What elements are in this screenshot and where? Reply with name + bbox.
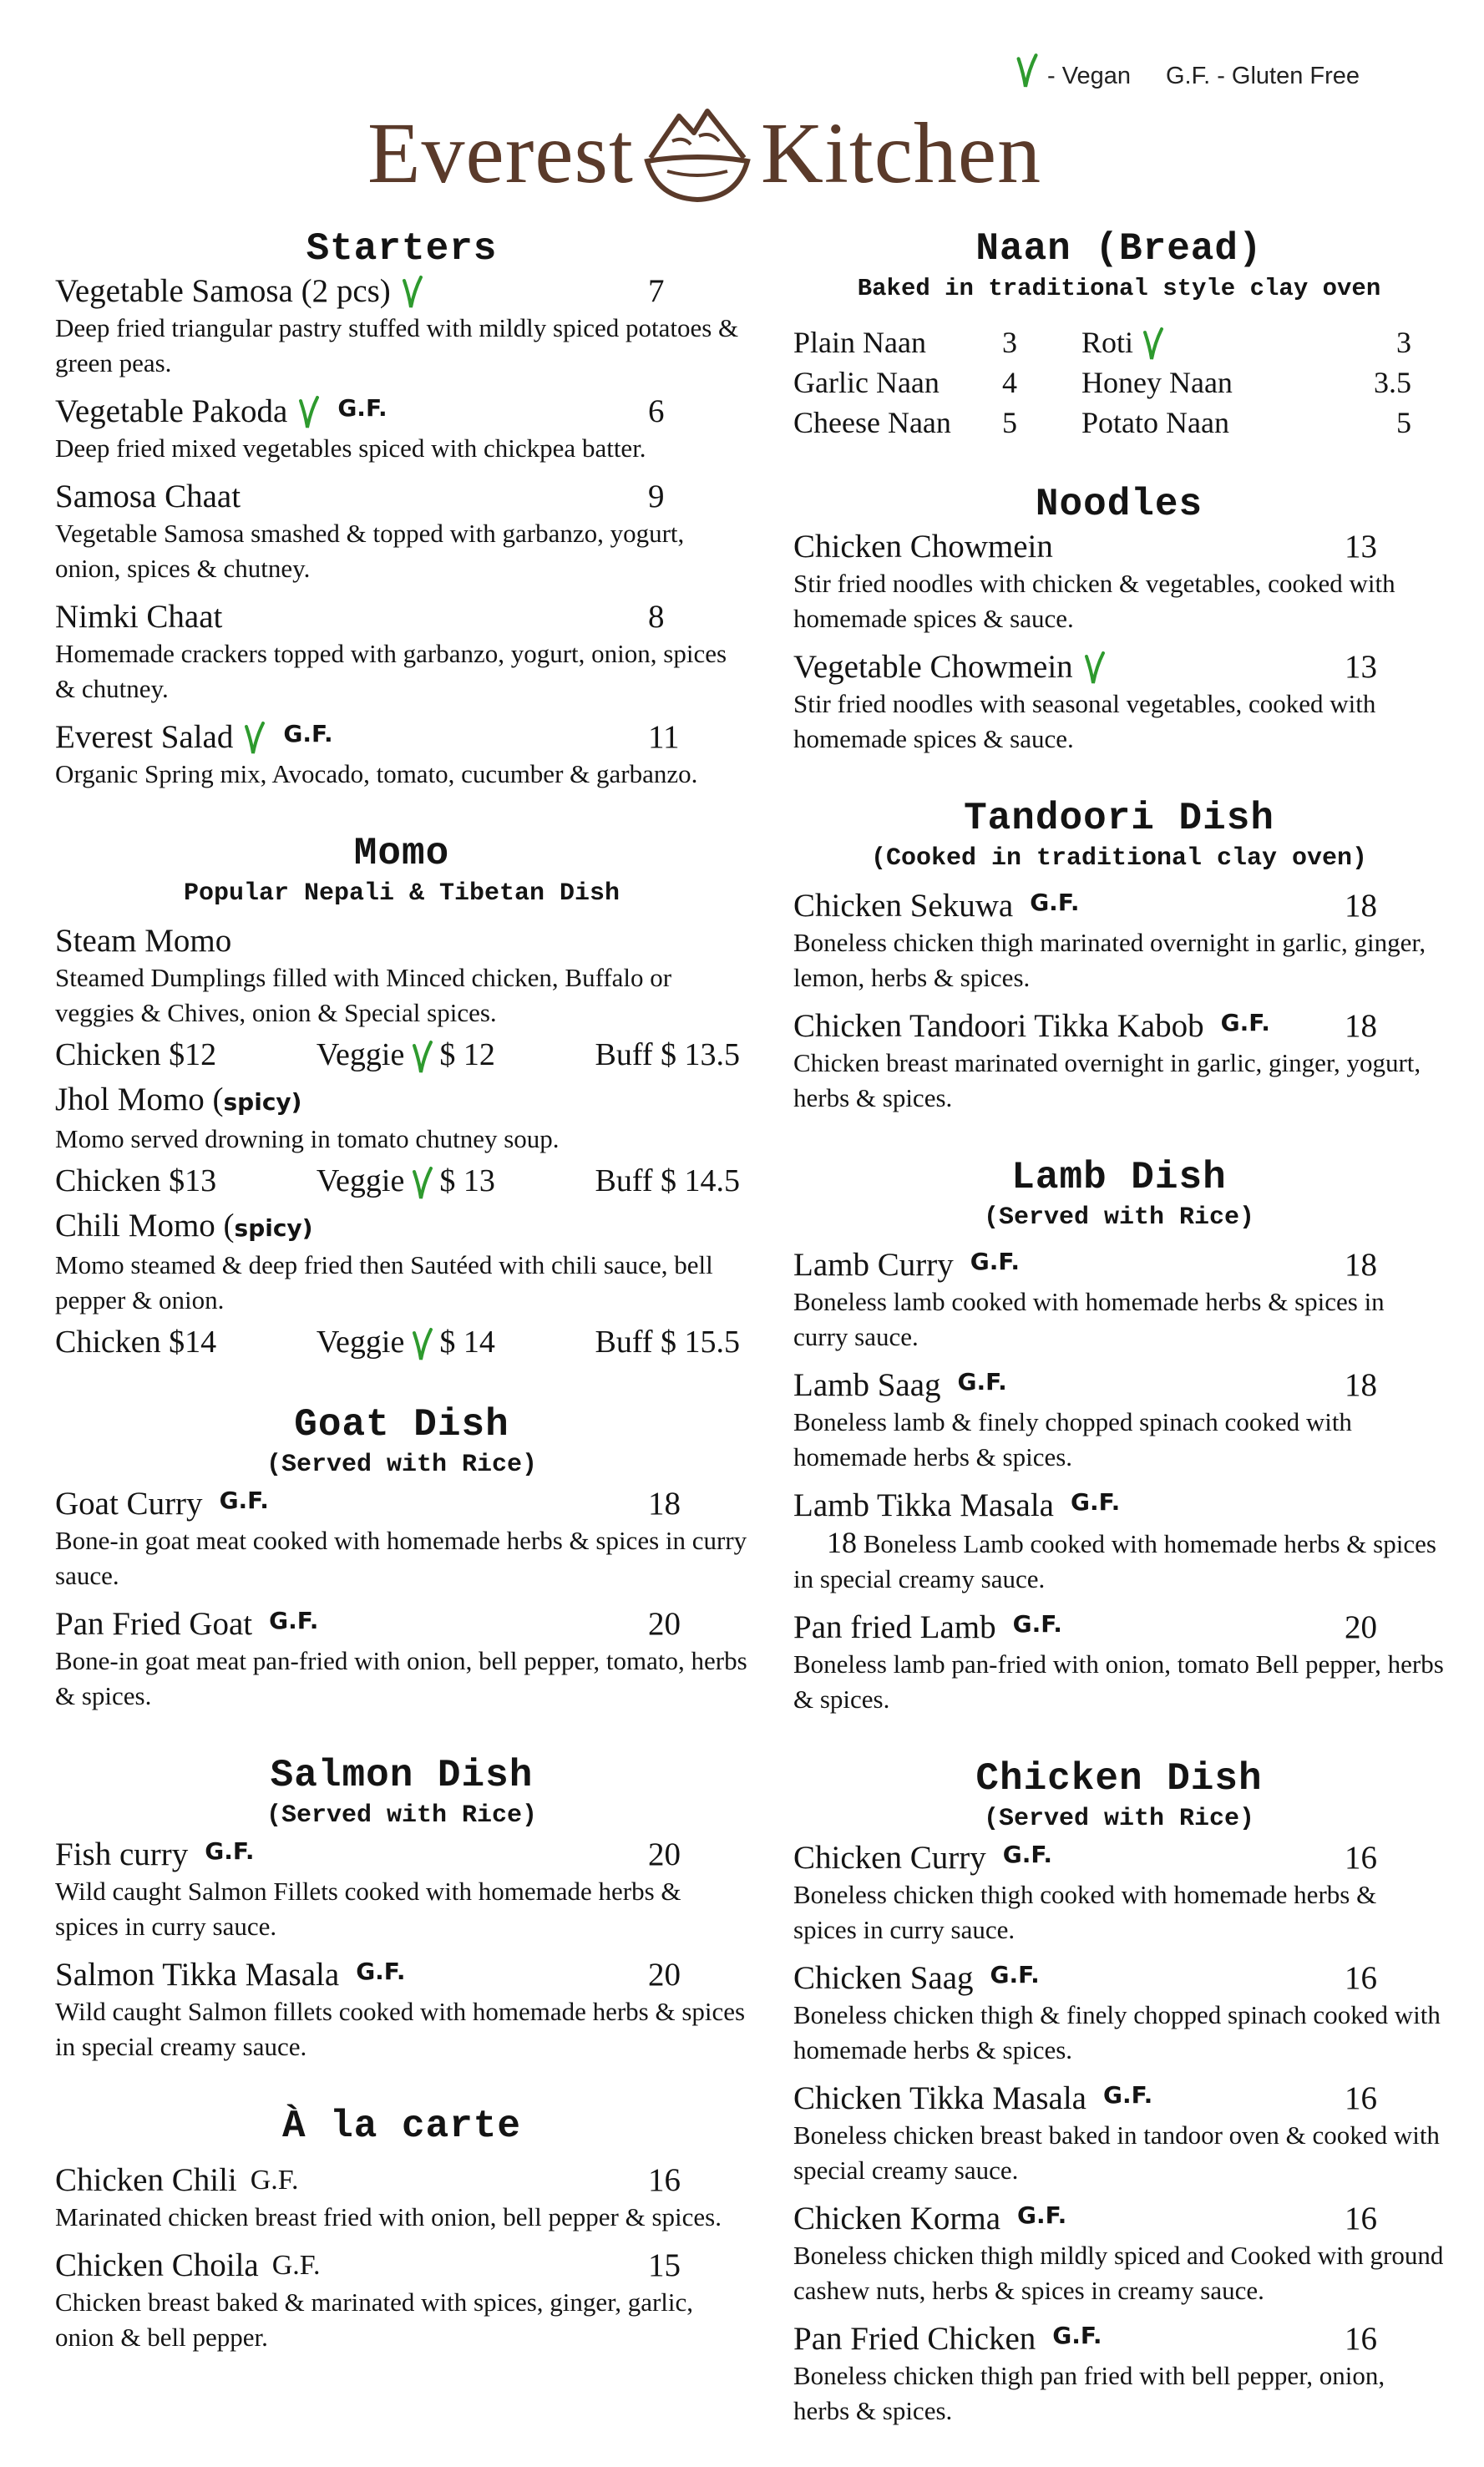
naan-name: Honey Naan [1081,366,1233,399]
item-price: 11 [648,719,680,755]
item-description: Organic Spring mix, Avocado, tomato, cucumber & garbanzo. [55,759,698,788]
vegan-leaf-icon [409,1039,434,1076]
gluten-free-badge: G.F. [205,1837,255,1865]
menu-item [793,2200,1445,2238]
item-name: Steam Momo [55,923,232,959]
item-price: 16 [1345,2201,1377,2237]
section-subtitle: Popular Nepali & Tibetan Dish [183,879,620,908]
naan-price: 3 [1396,326,1411,359]
gluten-free-badge: G.F. [271,2250,321,2281]
momo-variants [55,1160,748,1202]
item-price: 16 [1345,1840,1377,1876]
section-momo [55,830,748,1363]
item-price: 18 [1345,1247,1377,1283]
section-naan [793,225,1445,443]
item-description: Boneless lamb & finely chopped spinach cooked with homemade herbs & spices. [793,1407,1352,1472]
variant-veggie-price: $ 13 [439,1163,495,1198]
section-title: Goat Dish [294,1403,509,1446]
item-description: Stir fried noodles with chicken & vegetables, cooked with homemade spices & sauce. [793,569,1395,633]
menu-item [55,598,748,636]
gluten-free-badge: G.F. [990,1961,1040,1988]
section-subtitle: (Served with Rice) [983,1203,1255,1232]
menu-item [55,1081,748,1122]
section-goat [55,1401,748,1714]
section-subtitle: (Served with Rice) [266,1451,538,1479]
item-name: Samosa Chaat [55,479,241,514]
variant-veggie [317,1160,495,1202]
section-title: Momo [353,832,450,875]
menu-item [793,1246,1445,1284]
legend-gluten-free: G.F. - Gluten Free [1165,63,1360,89]
item-price: 6 [648,393,665,429]
item-price: 9 [648,479,665,514]
item-name: Nimki Chaat [55,599,223,635]
gluten-free-badge: G.F. [1030,889,1080,916]
item-price: 13 [1345,649,1377,685]
restaurant-logo [367,99,1102,207]
item-description: Vegetable Samosa smashed & topped with garbanzo, yogurt, onion, spices & chutney. [55,519,685,583]
item-description: Boneless chicken thigh marinated overnight in garlic, ginger, lemon, herbs & spices. [793,928,1426,992]
naan-name: Potato Naan [1081,406,1229,439]
menu-item [55,1207,748,1248]
item-name: Chicken Choila [55,2247,259,2283]
item-price: 18 [1345,1008,1377,1044]
gluten-free-badge: G.F. [1017,2201,1067,2229]
item-name: Goat Curry [55,1486,203,1522]
vegan-leaf-icon [1081,650,1107,686]
item-description: Chicken breast marinated overnight in garlic, ginger, yogurt, herbs & spices. [793,1048,1421,1112]
variant-veggie-label: Veggie [316,1163,405,1198]
item-description: Momo served drowning in tomato chutney soup. [55,1124,560,1153]
naan-name: Cheese Naan [793,406,951,439]
naan-name: Plain Naan [793,326,926,359]
menu-item [55,1956,748,1994]
menu-item [793,648,1445,686]
item-name: Chicken Chili [55,2162,237,2198]
item-name: Lamb Tikka Masala [793,1487,1054,1523]
menu-item [55,478,748,516]
section-subtitle: (Served with Rice) [983,1805,1255,1833]
item-description: Momo steamed & deep fried then Sautéed with chili sauce, bell pepper & onion. [55,1250,713,1315]
section-subtitle: Baked in traditional style clay oven [857,275,1381,302]
item-description: Deep fried triangular pastry stuffed with mildly spiced potatoes & green peas. [55,313,739,377]
variant-veggie [317,1321,495,1363]
naan-price: 5 [1002,406,1017,439]
item-description: Stir fried noodles with seasonal vegetables, cooked with homemade spices & sauce. [793,689,1376,753]
item-name: Chicken Curry [793,1840,986,1876]
variant-buff: Buff $ 14.5 [595,1163,740,1198]
item-description: Chicken breast baked & marinated with spices, ginger, garlic, onion & bell pepper. [55,2287,694,2352]
menu-item [793,1608,1445,1647]
menu-item [55,922,748,960]
gluten-free-badge: G.F. [337,394,387,422]
section-title: Noodles [1035,483,1203,526]
item-name: Fish curry [55,1836,189,1872]
item-name: Lamb Saag [793,1367,941,1403]
vegan-leaf-icon [241,720,266,757]
item-description: Boneless chicken thigh & finely chopped spinach cooked with homemade herbs & spices. [793,2000,1441,2064]
gluten-free-badge: G.F. [970,1248,1020,1275]
item-description: Boneless chicken thigh cooked with homemade herbs & spices in curry sauce. [793,1880,1377,1944]
item-name: Chicken Chowmein [793,529,1053,565]
item-name: Pan Fried Goat [55,1606,253,1642]
item-name: Salmon Tikka Masala [55,1957,340,1993]
item-price: 16 [648,2162,681,2198]
gluten-free-badge: G.F. [1052,2322,1102,2349]
naan-price: 5 [1396,406,1411,439]
item-description: Bone-in goat meat pan-fried with onion, bell pepper, tomato, herbs & spices. [55,1646,747,1710]
item-name: Chicken Saag [793,1960,974,1996]
spicy-label: spicy) [234,1214,313,1242]
variant-veggie-label: Veggie [316,1037,405,1072]
section-title: Tandoori Dish [964,797,1274,840]
section-a-la-carte [55,2103,748,2355]
naan-price: 3 [1002,326,1017,359]
menu-item [793,528,1445,566]
item-price: 16 [1345,2321,1377,2357]
vegan-leaf-icon [1140,326,1165,362]
item-name: Vegetable Samosa (2 pcs) [55,273,391,309]
gluten-free-badge: G.F. [283,720,333,747]
section-salmon [55,1752,748,2064]
item-description: Wild caught Salmon fillets cooked with homemade herbs & spices in special creamy sauce. [55,1997,746,2061]
section-title: À la carte [281,2105,522,2148]
vegan-leaf-icon [296,394,321,431]
gluten-free-badge: G.F. [219,1487,269,1514]
momo-variants [55,1321,748,1363]
menu-item [793,1366,1445,1405]
item-name: Jhol Momo ( [55,1082,224,1117]
spicy-label: spicy) [223,1088,302,1116]
naan-name: Roti [1081,326,1134,359]
item-price: 18 [827,1526,857,1559]
item-name: Chicken Korma [793,2201,1001,2237]
gluten-free-badge: G.F. [250,2165,299,2196]
gluten-free-badge: G.F. [1220,1009,1270,1036]
item-price: 13 [1345,529,1377,565]
item-name: Pan Fried Chicken [793,2321,1036,2357]
item-description: Boneless Lamb cooked with homemade herbs & spices in special creamy sauce. [793,1529,1436,1593]
menu-left-column [55,225,748,2394]
menu-item [55,718,748,757]
item-price: 20 [648,1836,681,1872]
item-description: Deep fried mixed vegetables spiced with chickpea batter. [55,433,646,463]
menu-item [793,1959,1445,1998]
variant-buff: Buff $ 13.5 [595,1037,740,1072]
gluten-free-badge: G.F. [269,1607,319,1634]
section-noodles [793,481,1445,757]
item-description: Wild caught Salmon Fillets cooked with homemade herbs & spices in curry sauce. [55,1877,681,1941]
naan-price-grid [793,322,1445,443]
menu-item [793,1839,1445,1877]
menu-item [793,1007,1445,1046]
menu-item [55,1605,748,1644]
item-price: 18 [648,1486,681,1522]
item-price: 16 [1345,1960,1377,1996]
variant-veggie-label: Veggie [316,1325,405,1360]
vegan-leaf-icon [409,1165,434,1202]
dietary-legend [1012,52,1360,90]
section-tandoori [793,795,1445,1116]
variant-buff: Buff $ 15.5 [595,1325,740,1360]
item-description: Boneless lamb pan-fried with onion, tomato Bell pepper, herbs & spices. [793,1649,1444,1714]
menu-item [793,2079,1445,2118]
section-chicken [793,1755,1445,2429]
gluten-free-badge: G.F. [1102,2081,1153,2109]
section-title: Starters [306,227,498,271]
item-name: Chicken Sekuwa [793,888,1014,924]
gluten-free-badge: G.F. [1012,1610,1062,1638]
menu-right-column [793,225,1445,2467]
section-starters [55,225,748,792]
naan-name-roti [1081,322,1328,362]
item-description: Homemade crackers topped with garbanzo, yogurt, onion, spices & chutney. [55,639,727,703]
item-name: Vegetable Pakoda [55,393,288,429]
item-name: Chicken Tandoori Tikka Kabob [793,1008,1204,1044]
section-title: Chicken Dish [975,1757,1263,1801]
item-description: Bone-in goat meat cooked with homemade herbs & spices in curry sauce. [55,1526,747,1590]
vegan-leaf-icon [399,274,424,311]
item-description-with-price [793,1525,1445,1597]
menu-item [55,2247,748,2285]
menu-item [55,272,748,311]
menu-item [793,2320,1445,2358]
logo-word-kitchen: Kitchen [760,104,1042,201]
item-name: Chili Momo ( [55,1208,235,1244]
item-name: Pan fried Lamb [793,1609,996,1645]
menu-item [55,1485,748,1523]
item-price: 20 [1345,1609,1377,1645]
item-price: 16 [1345,2080,1377,2116]
item-description: Marinated chicken breast fried with onion, bell pepper & spices. [55,2202,722,2231]
variant-chicken: Chicken $13 [55,1163,217,1198]
variant-veggie [317,1034,495,1076]
gluten-free-badge: G.F. [356,1958,406,1985]
variant-veggie-price: $ 14 [439,1325,495,1360]
variant-chicken: Chicken $14 [55,1325,217,1360]
item-description: Boneless chicken breast baked in tandoor oven & cooked with special creamy sauce. [793,2120,1440,2185]
logo-word-everest: Everest [367,104,634,201]
item-description: Boneless lamb cooked with homemade herbs & spices in curry sauce. [793,1287,1385,1351]
gluten-free-badge: G.F. [957,1368,1007,1396]
naan-price: 3.5 [1374,366,1411,399]
item-price: 8 [648,599,665,635]
menu-item [55,1836,748,1874]
item-price: 18 [1345,888,1377,924]
vegan-leaf-icon [409,1326,434,1363]
section-title: Naan (Bread) [975,227,1263,271]
item-price: 20 [648,1957,681,1993]
mountain-bowl-icon [639,99,756,206]
item-price: 7 [648,273,665,309]
variant-veggie-price: $ 12 [439,1037,495,1072]
item-name: Lamb Curry [793,1247,954,1283]
item-price: 15 [648,2247,681,2283]
gluten-free-badge: G.F. [1002,1841,1052,1868]
item-price: 20 [648,1606,681,1642]
variant-chicken: Chicken $12 [55,1037,217,1072]
section-title: Salmon Dish [270,1754,534,1797]
naan-price: 4 [1002,366,1017,399]
gluten-free-badge: G.F. [1070,1488,1121,1516]
item-description: Boneless chicken thigh mildly spiced and Cooked with ground cashew nuts, herbs & spices in creamy sauce. [793,2241,1444,2305]
vegan-leaf-icon [1012,52,1041,90]
momo-variants [55,1034,748,1076]
item-description: Steamed Dumplings filled with Minced chicken, Buffalo or veggies & Chives, onion & Special spices. [55,963,672,1027]
section-subtitle: (Served with Rice) [266,1801,538,1830]
item-description: Boneless chicken thigh pan fried with bell pepper, onion, herbs & spices. [793,2361,1385,2425]
menu-item [793,1487,1445,1525]
menu-item [55,393,748,431]
item-name: Everest Salad [55,719,234,755]
section-lamb [793,1154,1445,1717]
item-name: Chicken Tikka Masala [793,2080,1086,2116]
menu-item [793,887,1445,925]
legend-vegan: - Vegan [1047,63,1131,89]
item-price: 18 [1345,1367,1377,1403]
section-subtitle: (Cooked in traditional clay oven) [870,844,1368,873]
naan-name: Garlic Naan [793,366,940,399]
section-title: Lamb Dish [1011,1156,1227,1199]
menu-item [55,2161,748,2200]
item-name: Vegetable Chowmein [793,649,1073,685]
